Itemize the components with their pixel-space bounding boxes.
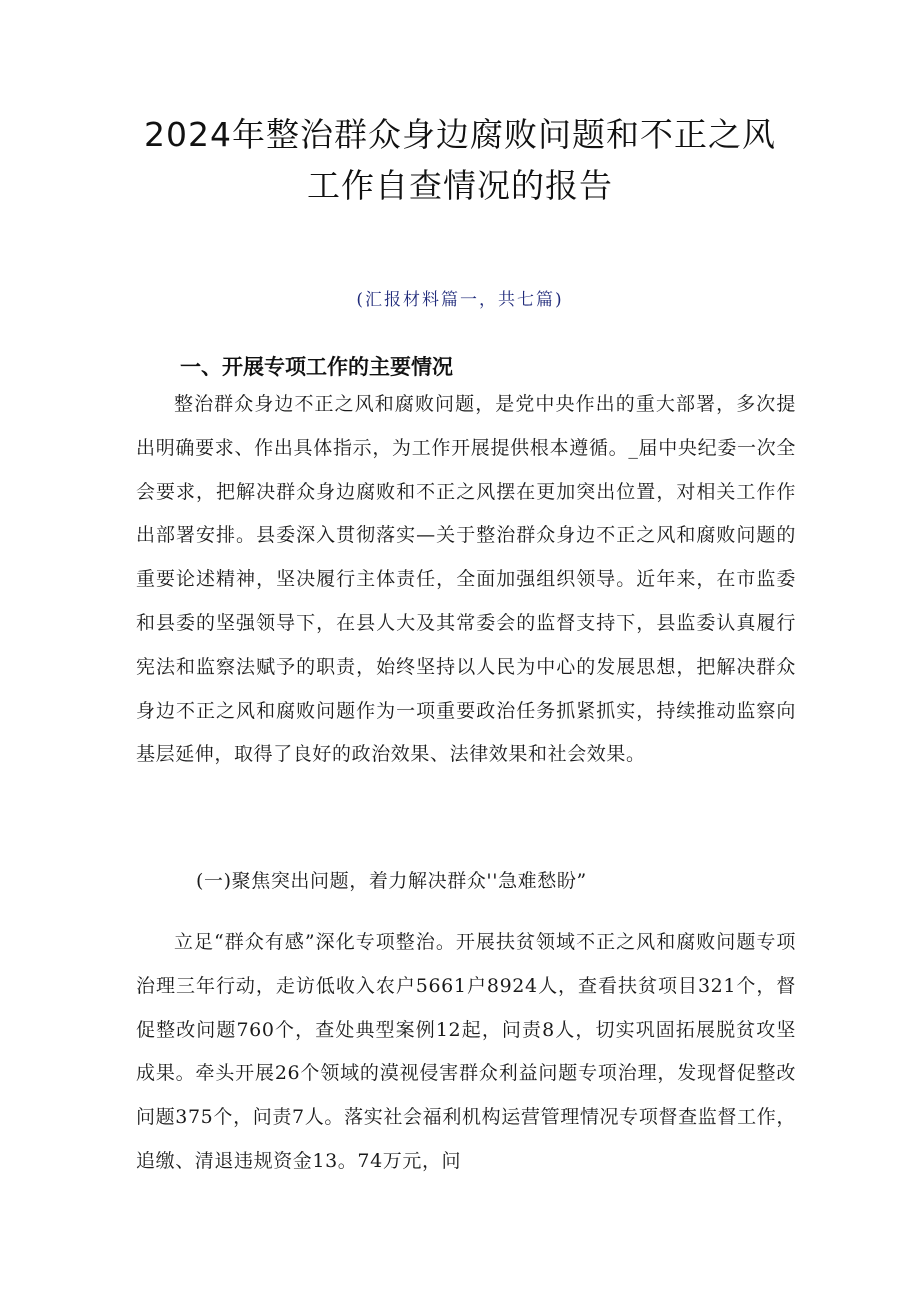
subsection-heading: (一)聚焦突出问题，着力解决群众''急难愁盼” bbox=[196, 870, 587, 892]
document-title-line1: 2024年整治群众身边腐败问题和不正之风 bbox=[144, 115, 776, 154]
body-paragraph: 立足“群众有感”深化专项整治。开展扶贫领域不正之风和腐败问题专项治理三年行动，走访低收入农户5661户8924人，查看扶贫项目321个，督促整改问题760个，查处典型案例12起，问责8人，切实巩固拓展脱贫攻坚成果。牵头开展26个领域的漠视侵害群众利益问题专项治理，发现督促整改问题375个，问责7人。落实社会福利机构运营管理情况专项督查监督工作，追缴、清退违规资金13。74万元，问 bbox=[136, 931, 796, 1172]
document-title-line2: 工作自查情况的报告 bbox=[307, 166, 613, 205]
section-heading: 一、开展专项工作的主要情况 bbox=[180, 355, 453, 379]
document-subtitle: (汇报材料篇一，共七篇) bbox=[356, 290, 564, 310]
body-paragraph: 整治群众身边不正之风和腐败问题，是党中央作出的重大部署，多次提出明确要求、作出具体指示，为工作开展提供根本遵循。_届中央纪委一次全会要求，把解决群众身边腐败和不正之风摆在更加突出位置，对相关工作作出部署安排。县委深入贯彻落实—关于整治群众身边不正之风和腐败问题的重要论述精神，坚决履行主体责任，全面加强组织领导。近年来，在市监委和县委的坚强领导下，在县人大及其常委会的监督支持下，县监委认真履行宪法和监察法赋予的职责，始终坚持以人民为中心的发展思想，把解决群众身边不正之风和腐败问题作为一项重要政治任务抓紧抓实，持续推动监察向基层延伸，取得了良好的政治效果、法律效果和社会效果。 bbox=[136, 393, 796, 766]
